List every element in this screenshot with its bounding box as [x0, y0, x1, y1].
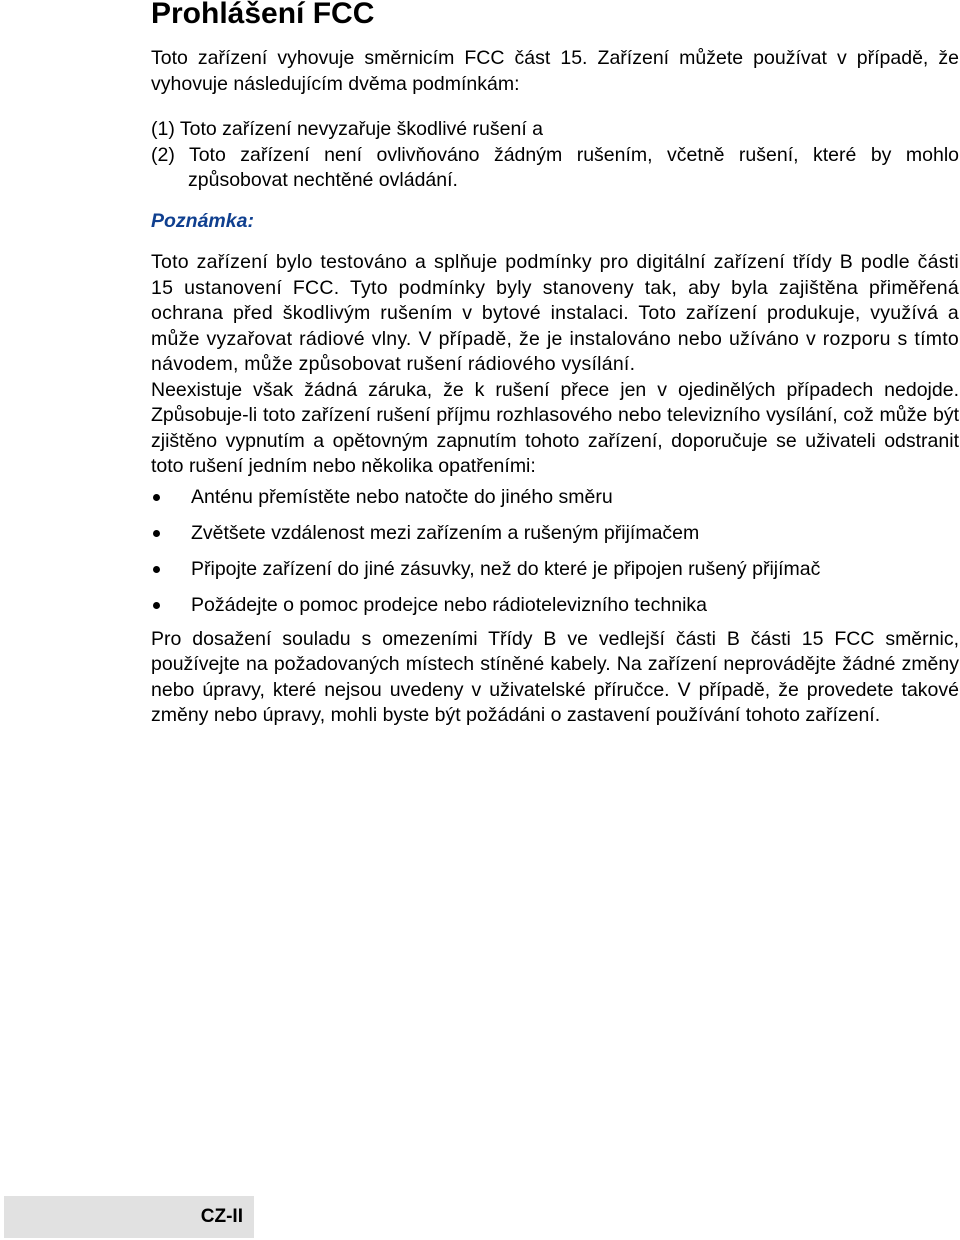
measure-text: Anténu přemístěte nebo natočte do jiného směru	[191, 485, 613, 508]
bullet-icon	[153, 530, 160, 537]
bullet-icon	[153, 602, 160, 609]
measure-text: Požádejte o pomoc prodejce nebo rádiotelevizního technika	[191, 593, 708, 616]
list-item	[151, 555, 959, 591]
measure-text: Připojte zařízení do jiné zásuvky, než do které je připojen rušený přijímač	[191, 557, 821, 580]
document-body	[151, 46, 959, 729]
page-title: Prohlášení FCC	[151, 0, 375, 30]
page-number: CZ-II	[200, 1206, 243, 1227]
condition-item	[151, 143, 959, 194]
note-paragraph: Toto zařízení bylo testováno a splňuje podmínky pro digitální zařízení třídy B podle části 15 ustanovení FCC. Tyto podmínky byly stanoveny tak, aby byla zajištěna přiměřená ochrana před škodlivým rušením v bytové instalaci. Toto zařízení produkuje, využívá a může vyzařovat rádiové vlny. V případě, že je instalováno nebo užíváno v rozporu s tímto návodem, může způsobovat rušení rádiového vysílání.	[151, 251, 959, 375]
compliance-paragraph: Pro dosažení souladu s omezeními Třídy B ve vedlejší části B části 15 FCC směrnic, používejte na požadovaných místech stíněné kabely. Na zařízení neprovádějte žádné změny nebo úpravy, které nejsou uvedeny v uživatelské příručce. V případě, že provedete takové změny nebo úpravy, mohli byste být požádáni o zastavení používání tohoto zařízení.	[151, 627, 959, 726]
conditions-list	[151, 117, 959, 194]
list-item	[151, 519, 959, 555]
condition-text: (2) Toto zařízení není ovlivňováno žádným rušením, včetně rušení, které by mohlo způsobovat nechtěné ovládání.	[151, 143, 959, 191]
bullet-icon	[153, 566, 160, 573]
list-item	[151, 483, 959, 519]
condition-item: (1) Toto zařízení nevyzařuje škodlivé rušení a	[151, 118, 543, 140]
list-item	[151, 591, 959, 627]
measure-text: Zvětšete vzdálenost mezi zařízením a rušeným přijímačem	[191, 521, 700, 544]
intro-paragraph: Toto zařízení vyhovuje směrnicím FCC část 15. Zařízení můžete používat v případě, že vyhovuje následujícím dvěma podmínkám:	[151, 47, 959, 95]
warranty-paragraph: Neexistuje však žádná záruka, že k rušení přece jen v ojedinělých případech nedojde. Způsobuje-li toto zařízení rušení příjmu rozhlasového nebo televizního vysílání, což může být zjištěno vypnutím a opětovným zapnutím tohoto zařízení, doporučuje se uživateli odstranit toto rušení jedním nebo několika opatřeními:	[151, 378, 959, 477]
measures-list	[151, 483, 959, 627]
page-footer	[4, 1196, 254, 1238]
note-label: Poznámka:	[151, 209, 254, 232]
bullet-icon	[153, 494, 160, 501]
